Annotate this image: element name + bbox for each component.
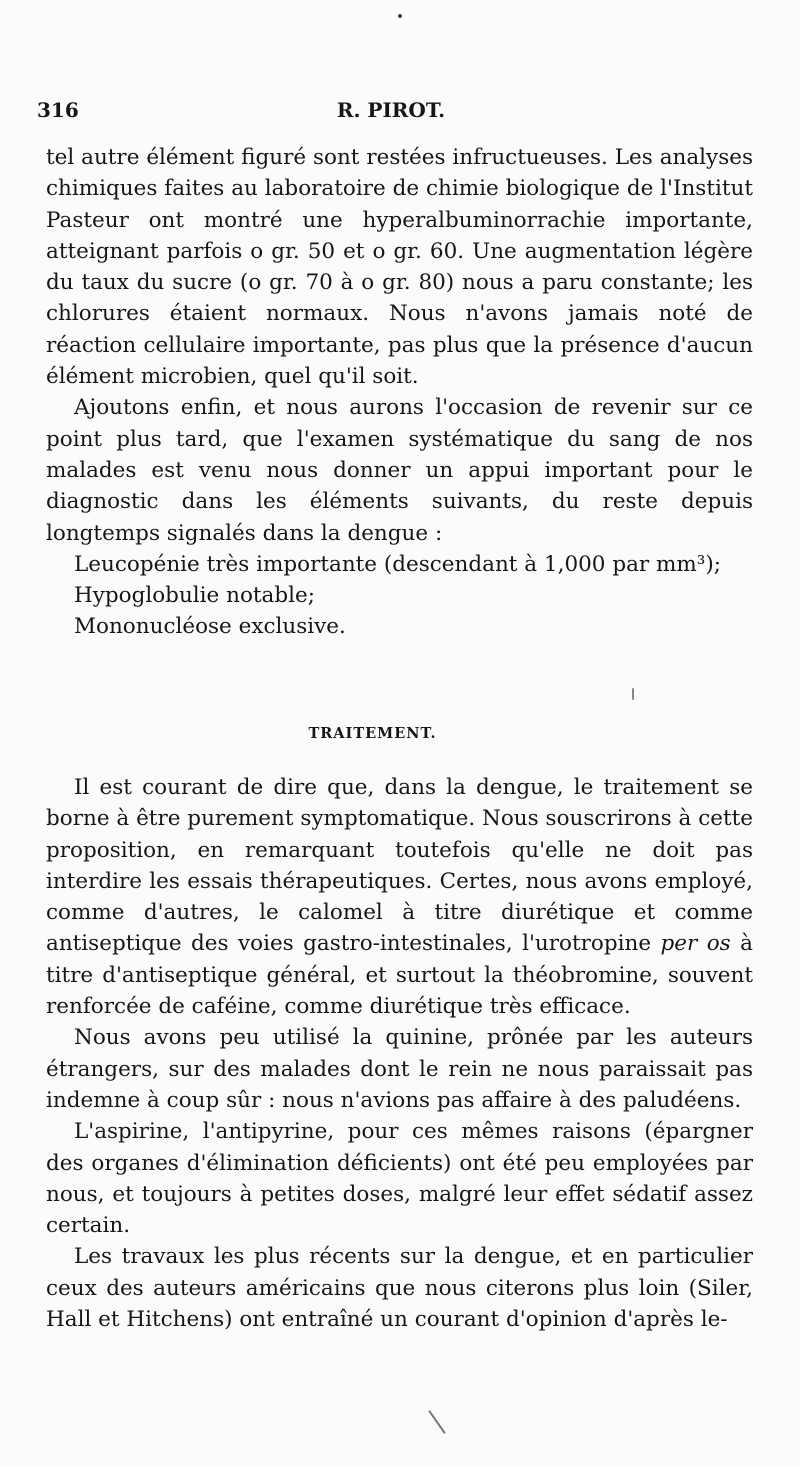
page-header: [37, 98, 745, 130]
text-block-top: [46, 142, 753, 643]
section-heading: TRAITEMENT.: [308, 725, 437, 742]
text-block-treatment: [46, 772, 753, 1335]
page-number: 316: [37, 98, 79, 122]
list-item: Leucopénie très importante (descendant à 1,000 par mm³);: [74, 551, 722, 577]
paragraph-text: à titre d'antiseptique général, et surtout la théobromine, souvent renforcée de caféine, comme diurétique très efficace.: [46, 931, 753, 1020]
scan-speck: [428, 1410, 446, 1434]
running-title: R. PIROT.: [336, 98, 446, 122]
findings-list: [46, 549, 753, 643]
list-item: Mononucléose exclusive.: [74, 614, 346, 640]
scan-speck: [398, 14, 402, 18]
scan-speck: [632, 688, 634, 700]
paragraph-text: Il est courant de dire que, dans la dengue, le traitement se borne à être purement symptomatique. Nous souscrirons à cette proposition, en remarquant toutefois qu'elle ne doit pas interdire les essais thérapeutiques. Certes, nous avons employé, comme d'autres, le calomel à titre diurétique et comme antiseptique des voies gastro-intestinales, l'urotropine: [46, 775, 753, 957]
paragraph-quinine: Nous avons peu utilisé la quinine, prônée par les auteurs étrangers, sur des malades dont le rein ne nous paraissait pas indemne à coup sûr : nous n'avions pas affaire à des paludéens.: [46, 1025, 753, 1113]
list-item: Hypoglobulie notable;: [74, 583, 315, 609]
paragraph-blood-exam: Ajoutons enfin, et nous aurons l'occasion de revenir sur ce point plus tard, que l'examen systématique du sang de nos malades est venu nous donner un appui important pour le diagnostic dans les éléments suivants, du reste depuis longtemps signalés dans la dengue :: [46, 395, 753, 546]
paragraph-treatment: [46, 772, 753, 1022]
paragraph-continuation: tel autre élément figuré sont restées infructueuses. Les analyses chimiques faites au laboratoire de chimie biologique de l'Institut Pasteur ont montré une hyperalbuminorrachie importante, atteignant parfois o gr. 50 et o gr. 60. Une augmentation légère du taux du sucre (o gr. 70 à o gr. 80) nous a paru constante; les chlorures étaient normaux. Nous n'avons jamais noté de réaction cellulaire importante, pas plus que la présence d'aucun élément microbien, quel qu'il soit.: [46, 145, 753, 390]
italic-term: per os: [660, 931, 731, 957]
paragraph-recent-work: Les travaux les plus récents sur la dengue, et en particulier ceux des auteurs américains que nous citerons plus loin (Siler, Hall et Hitchens) ont entraîné un courant d'opinion d'après le-: [46, 1244, 753, 1333]
paragraph-aspirin: L'aspirine, l'antipyrine, pour ces mêmes raisons (épargner des organes d'élimination déficients) ont été peu employées par nous, et toujours à petites doses, malgré leur effet sédatif assez certain.: [46, 1119, 753, 1239]
